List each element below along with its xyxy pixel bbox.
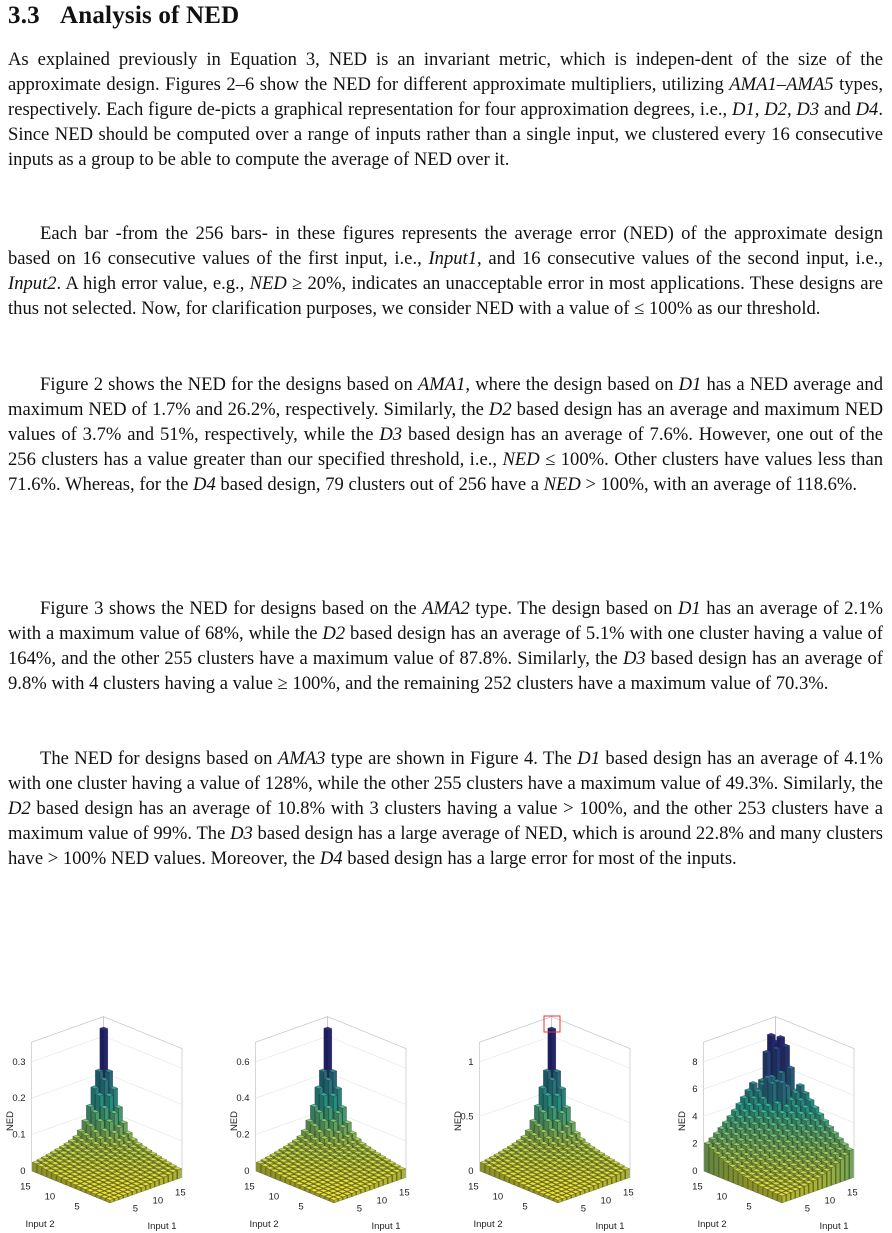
figure-panel-ama1-d1 bbox=[0, 1025, 218, 1230]
section-heading bbox=[8, 2, 239, 30]
x-tick-label: 10 bbox=[152, 1195, 164, 1207]
text-run: types, respectively. Each figure de-picts a graphical representation for four approximation degrees, i.e., bbox=[8, 73, 883, 120]
z-tick-label: 0 bbox=[244, 1166, 250, 1177]
text-run: As explained previously in Equation 3, NED is an invariant metric, which is indepen-dent of the size of the approximate design. Figures 2–6 show the NED for different approximate multipliers, utilizing bbox=[8, 49, 883, 95]
z-axis-label: NED bbox=[5, 1110, 16, 1132]
x-axis-label: Input 1 bbox=[819, 1221, 849, 1232]
bar3d-chart bbox=[672, 1025, 890, 1230]
z-tick-label: 0 bbox=[692, 1166, 698, 1177]
text-run: based design has an average and maximum NED values of 3.7% and 51%, respectively, while the bbox=[8, 398, 883, 445]
text-run: Each bar -from the 256 bars- in these figures represents the average error (NED) of the approximate design based on 16 consecutive values of the first input, i.e., bbox=[8, 223, 883, 269]
text-run: based design has a large error for most of the inputs. bbox=[342, 847, 737, 869]
x-tick-label: 10 bbox=[824, 1195, 836, 1207]
text-run: > 100%, with an average of 118.6%. bbox=[580, 473, 858, 495]
z-tick-label: 0.3 bbox=[12, 1056, 26, 1068]
z-tick-label: 4 bbox=[692, 1111, 698, 1123]
text-run: based design has an average of 9.8% with 4 clusters having a value ≥ 100%, and the remaining 252 clusters have a maximum value of 70.3%. bbox=[8, 647, 883, 694]
x-tick-label: 5 bbox=[804, 1203, 810, 1215]
text-run: , bbox=[786, 98, 797, 120]
text-run: has an average of 2.1% with a maximum value of 68%, while the bbox=[8, 598, 883, 644]
math-term: D4 bbox=[193, 473, 216, 495]
x-tick-label: 15 bbox=[623, 1187, 634, 1199]
math-term: AMA1–AMA5 bbox=[729, 73, 834, 95]
text-run: has a NED average and maximum NED of 1.7% and 26.2%, respectively. Similarly, the bbox=[8, 374, 884, 420]
y-axis-label: Input 2 bbox=[697, 1219, 727, 1230]
z-tick-label: 0 bbox=[20, 1166, 26, 1177]
text-run: The NED for designs based on bbox=[40, 748, 278, 769]
math-term: D4 bbox=[855, 98, 879, 120]
paragraph-3 bbox=[8, 373, 883, 498]
z-axis-label: NED bbox=[453, 1110, 464, 1132]
text-run: ≤ 100%. Other clusters have values less than 71.6%. Whereas, for the bbox=[8, 448, 883, 495]
y-tick-label: 15 bbox=[20, 1181, 31, 1193]
text-run: based design has a large average of NED, which is around 22.8% and many clusters have > 100% NED values. Moreover, the bbox=[8, 822, 883, 869]
z-tick-label: 8 bbox=[692, 1056, 698, 1068]
text-run: , and 16 consecutive values of the second input, i.e., bbox=[477, 247, 883, 269]
text-run: Figure 2 shows the NED for the designs based on bbox=[40, 374, 418, 395]
math-term: D2 bbox=[488, 398, 512, 420]
x-tick-label: 5 bbox=[132, 1203, 138, 1215]
section-title: Analysis of NED bbox=[60, 2, 240, 29]
bar3d-chart bbox=[448, 1025, 666, 1230]
math-term: D2 bbox=[8, 797, 31, 819]
y-tick-label: 10 bbox=[492, 1191, 504, 1203]
text-run: , bbox=[754, 98, 765, 120]
y-tick-label: 5 bbox=[298, 1201, 304, 1213]
y-tick-label: 15 bbox=[692, 1181, 703, 1193]
text-run: . Since NED should be computed over a range of inputs rather than a single input, we clustered every 16 consecutive inputs as a group to be able to compute the average of NED over it. bbox=[8, 98, 884, 170]
math-term: NED bbox=[543, 473, 581, 495]
text-run: and bbox=[819, 98, 856, 120]
z-tick-label: 0.2 bbox=[12, 1093, 26, 1105]
y-tick-label: 15 bbox=[244, 1181, 255, 1193]
x-axis-label: Input 1 bbox=[371, 1221, 401, 1232]
bar3d-chart bbox=[0, 1025, 218, 1230]
x-tick-label: 10 bbox=[376, 1195, 388, 1207]
z-axis-label: NED bbox=[677, 1110, 688, 1132]
y-axis-label: Input 2 bbox=[473, 1219, 503, 1230]
math-term: D2 bbox=[322, 622, 346, 644]
math-term: D1 bbox=[678, 374, 702, 395]
figure-panel-ama1-d4 bbox=[672, 1025, 890, 1230]
x-tick-label: 15 bbox=[399, 1187, 410, 1199]
y-tick-label: 5 bbox=[74, 1201, 80, 1213]
z-tick-label: 0.4 bbox=[236, 1093, 250, 1105]
math-term: NED bbox=[502, 448, 540, 470]
math-term: D1 bbox=[577, 748, 601, 769]
z-tick-label: 0.1 bbox=[12, 1129, 26, 1141]
y-axis-label: Input 2 bbox=[25, 1219, 55, 1230]
text-run: . A high error value, e.g., bbox=[56, 272, 250, 294]
math-term: AMA3 bbox=[277, 748, 326, 769]
math-term: AMA1 bbox=[417, 374, 466, 395]
z-tick-label: 2 bbox=[692, 1138, 698, 1150]
text-run: based design has an average of 10.8% with 3 clusters having a value > 100%, and the other 253 clusters have a maximum value of 99%. The bbox=[8, 797, 883, 844]
figure-panel-ama1-d3 bbox=[448, 1025, 666, 1230]
x-tick-label: 5 bbox=[356, 1203, 362, 1215]
text-run: , where the design based on bbox=[465, 374, 679, 395]
math-term: D3 bbox=[230, 822, 253, 844]
y-tick-label: 15 bbox=[468, 1181, 479, 1193]
z-tick-label: 6 bbox=[692, 1084, 698, 1096]
y-tick-label: 5 bbox=[522, 1201, 528, 1213]
math-term: Input1 bbox=[428, 247, 478, 269]
y-tick-label: 10 bbox=[268, 1191, 280, 1203]
text-run: ≥ 20%, indicates an unacceptable error in most applications. These designs are thus not selected. Now, for clarification purposes, we consider NED with a value of ≤ 100% as our threshold. bbox=[8, 272, 883, 319]
x-tick-label: 5 bbox=[580, 1203, 586, 1215]
z-tick-label: 0 bbox=[468, 1166, 474, 1177]
math-term: AMA2 bbox=[422, 598, 470, 619]
math-term: D4 bbox=[319, 847, 343, 869]
paragraph-4 bbox=[8, 597, 883, 697]
z-tick-label: 1 bbox=[468, 1056, 474, 1068]
y-tick-label: 10 bbox=[44, 1191, 56, 1203]
x-axis-label: Input 1 bbox=[595, 1221, 625, 1232]
bar3d-chart bbox=[224, 1025, 442, 1230]
x-tick-label: 10 bbox=[600, 1195, 612, 1207]
text-run: Figure 3 shows the NED for designs based on the bbox=[40, 598, 423, 619]
section-number: 3.3 bbox=[8, 2, 40, 29]
paragraph-2 bbox=[8, 222, 883, 322]
text-run: based design has an average of 5.1% with one cluster having a value of 164%, and the other 255 clusters have a maximum value of 87.8%. Similarly, the bbox=[8, 622, 883, 669]
z-tick-label: 0.2 bbox=[236, 1129, 250, 1141]
math-term: Input2 bbox=[8, 272, 57, 294]
z-axis-label: NED bbox=[229, 1110, 240, 1132]
math-term: D3 bbox=[796, 98, 820, 120]
math-term: D1 bbox=[677, 598, 701, 619]
paragraph-1 bbox=[8, 48, 883, 173]
paragraph-5 bbox=[8, 747, 883, 872]
figure-panel-ama1-d2 bbox=[224, 1025, 442, 1230]
text-run: based design has an average of 4.1% with one cluster having a value of 128%, while the other 255 clusters have a maximum value of 49.3%. Similarly, the bbox=[8, 748, 883, 794]
text-run: type are shown in Figure 4. The bbox=[325, 748, 578, 769]
math-term: D3 bbox=[379, 423, 403, 445]
y-tick-label: 10 bbox=[716, 1191, 728, 1203]
x-tick-label: 15 bbox=[175, 1187, 186, 1199]
math-term: D3 bbox=[622, 647, 646, 669]
math-term: D2 bbox=[764, 98, 787, 120]
y-tick-label: 5 bbox=[746, 1201, 752, 1213]
text-run: type. The design based on bbox=[469, 598, 678, 619]
z-tick-label: 0.5 bbox=[460, 1111, 474, 1123]
y-axis-label: Input 2 bbox=[249, 1219, 279, 1230]
text-run: based design has an average of 7.6%. However, one out of the 256 clusters has a value greater than our specified threshold, i.e., bbox=[8, 423, 884, 470]
math-term: D1 bbox=[732, 98, 755, 120]
x-tick-label: 15 bbox=[847, 1187, 858, 1199]
math-term: NED bbox=[249, 272, 287, 294]
z-tick-label: 0.6 bbox=[236, 1056, 250, 1068]
x-axis-label: Input 1 bbox=[147, 1221, 177, 1232]
text-run: based design, 79 clusters out of 256 have a bbox=[215, 473, 544, 495]
